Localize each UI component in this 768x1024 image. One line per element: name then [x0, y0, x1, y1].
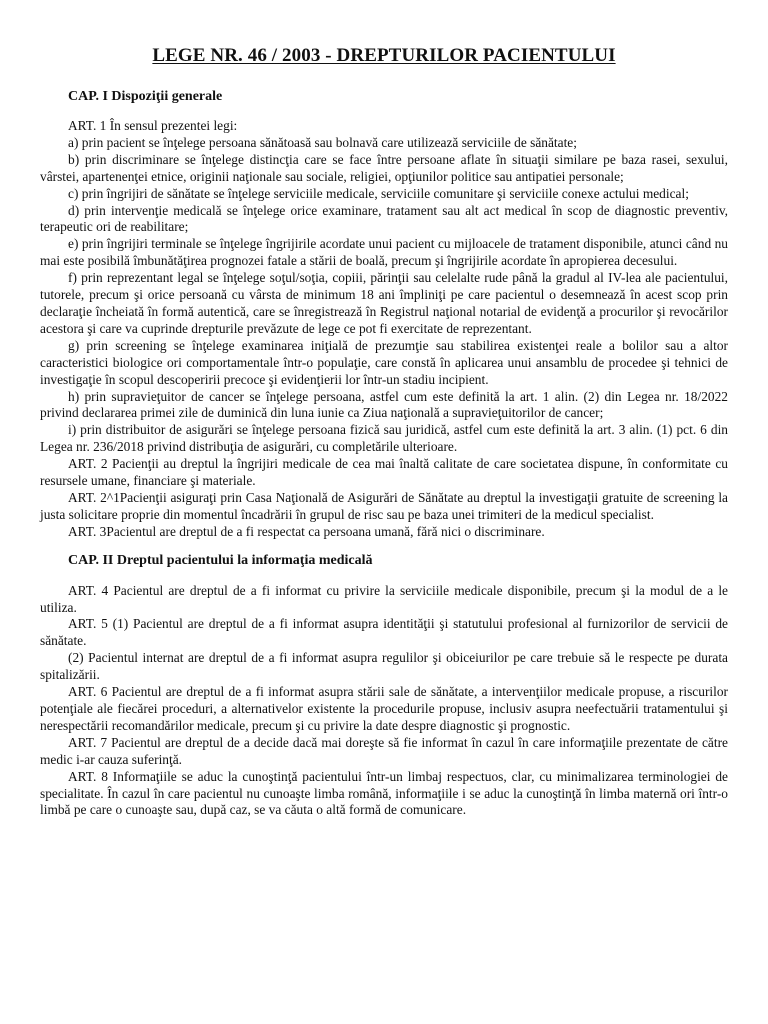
chapter-1-body — [40, 118, 728, 541]
article-7: ART. 7 Pacientul are dreptul de a decide dacă mai doreşte să fie informat în cazul în care informaţiile prezentate de către medic i-ar cauza suferinţă. — [40, 734, 728, 767]
definition-e: e) prin îngrijiri terminale se înţelege îngrijirile acordate unui pacient cu mijloacele de tratament disponibile, atunci când nu mai este posibilă îmbunătăţirea prognozei fatale a stării de boală, precum şi îngrijirile acordate în apropierea decesului. — [40, 236, 728, 269]
article-8: ART. 8 Informaţiile se aduc la cunoştinţă pacientului într-un limbaj respectuos, clar, cu minimalizarea terminologiei de specialitate. În cazul în care pacientul nu cunoaşte limba română, informaţiile i se aduc la cunoştinţă în limba maternă ori într-o limbă pe care o cunoaşte sau, după caz, se va căuta o altă formă de comunicare. — [40, 768, 728, 818]
article-5-1: ART. 5 (1) Pacientul are dreptul de a fi informat asupra identităţii şi statutului profesional al furnizorilor de servicii de sănătate. — [40, 616, 728, 649]
article-4: ART. 4 Pacientul are dreptul de a fi informat cu privire la serviciile medicale disponibile, precum şi la modul de a le utiliza. — [40, 582, 728, 615]
definition-i: i) prin distribuitor de asigurări se înţelege persoana fizică sau juridică, astfel cum este definită la art. 3 alin. (1) pct. 6 din Legea nr. 236/2018 privind distribuţia de asigurări, cu completările ulterioare. — [40, 422, 728, 455]
chapter-2-heading: CAP. II Dreptul pacientului la informaţia medicală — [68, 552, 373, 568]
document-title: LEGE NR. 46 / 2003 - DREPTURILOR PACIENTULUI — [152, 45, 616, 66]
article-3: ART. 3Pacientul are dreptul de a fi respectat ca persoana umană, fără nici o discriminare. — [68, 523, 545, 539]
article-2-1: ART. 2^1Pacienţii asiguraţi prin Casa Naţională de Asigurări de Sănătate au dreptul la investigaţii gratuite de screening la justa solicitare proprie din momentul încadrării în grupul de risc sau pe baza unei trimiteri de la medicul specialist. — [40, 489, 728, 522]
article-5-2: (2) Pacientul internat are dreptul de a fi informat asupra regulilor şi obiceiurilor pe care trebuie să le respecte pe durata spitalizării. — [40, 650, 728, 683]
chapter-2-body — [40, 583, 728, 820]
definition-c: c) prin îngrijiri de sănătate se înţelege serviciile medicale, serviciile comunitare şi serviciile conexe actului medical; — [68, 185, 689, 201]
article-1-intro: ART. 1 În sensul prezentei legi: — [68, 118, 238, 133]
chapter-1-heading: CAP. I Dispoziţii generale — [68, 89, 223, 104]
article-2: ART. 2 Pacienţii au dreptul la îngrijiri medicale de cea mai înaltă calitate de care societatea dispune, în conformitate cu resursele umane, financiare şi materiale. — [40, 456, 728, 489]
article-6: ART. 6 Pacientul are dreptul de a fi informat asupra stării sale de sănătate, a intervenţiilor medicale propuse, a riscurilor potenţiale ale fiecărei proceduri, a alternativelor existente la procedurile propuse, inclusiv asupra neefectuării tratamentului şi nerespectării recomandărilor medicale, precum şi cu privire la date despre diagnostic şi prognostic. — [40, 684, 728, 733]
definition-d: d) prin intervenţie medicală se înţelege orice examinare, tratament sau alt act medical în scop de diagnostic preventiv, terapeutic ori de reabilitare; — [40, 202, 728, 235]
definition-g: g) prin screening se înţelege examinarea iniţială de prezumţie sau stabilirea existenţei reale a bolilor sau a altor caracteristici biologice ori comportamentale într-o populaţie, care constă în aplicarea unui ansamblu de procedee şi tehnici de investigaţie în scopul descoperirii precoce şi evidenţierii lor într-un stadiu incipient. — [40, 337, 728, 387]
definition-f: f) prin reprezentant legal se înţelege soţul/soţia, copiii, părinţii sau celelalte rude până la gradul al IV-lea ale pacientului, tutorele, precum şi orice persoană cu vârsta de minimum 18 ani împliniţi pe care pacientul o desemnează în acest scop prin declaraţie încheiată în formă autentică, care se înregistrează în Registrul naţional notarial de evidenţă a procurilor şi revocărilor acestora şi care va cuprinde drepturile prevăzute de lege ce pot fi exercitate de reprezentant. — [40, 270, 728, 336]
definition-a: a) prin pacient se înţelege persoana sănătoasă sau bolnavă care utilizează serviciile de sănătate; — [68, 134, 577, 150]
definition-b: b) prin discriminare se înţelege distincţia care se face între persoane aflate în situaţii similare pe baza rasei, sexului, vârstei, apartenenţei etnice, originii naţionale sau sociale, religiei, opţiunilor politice sau antipatiei personale; — [40, 151, 728, 184]
definition-h: h) prin supravieţuitor de cancer se înţelege persoana, astfel cum este definită la art. 1 alin. (2) din Legea nr. 18/2022 privind declararea primei zile de duminică din luna iunie ca Ziua naţională a supravieţuitorilor de cancer; — [40, 388, 728, 421]
